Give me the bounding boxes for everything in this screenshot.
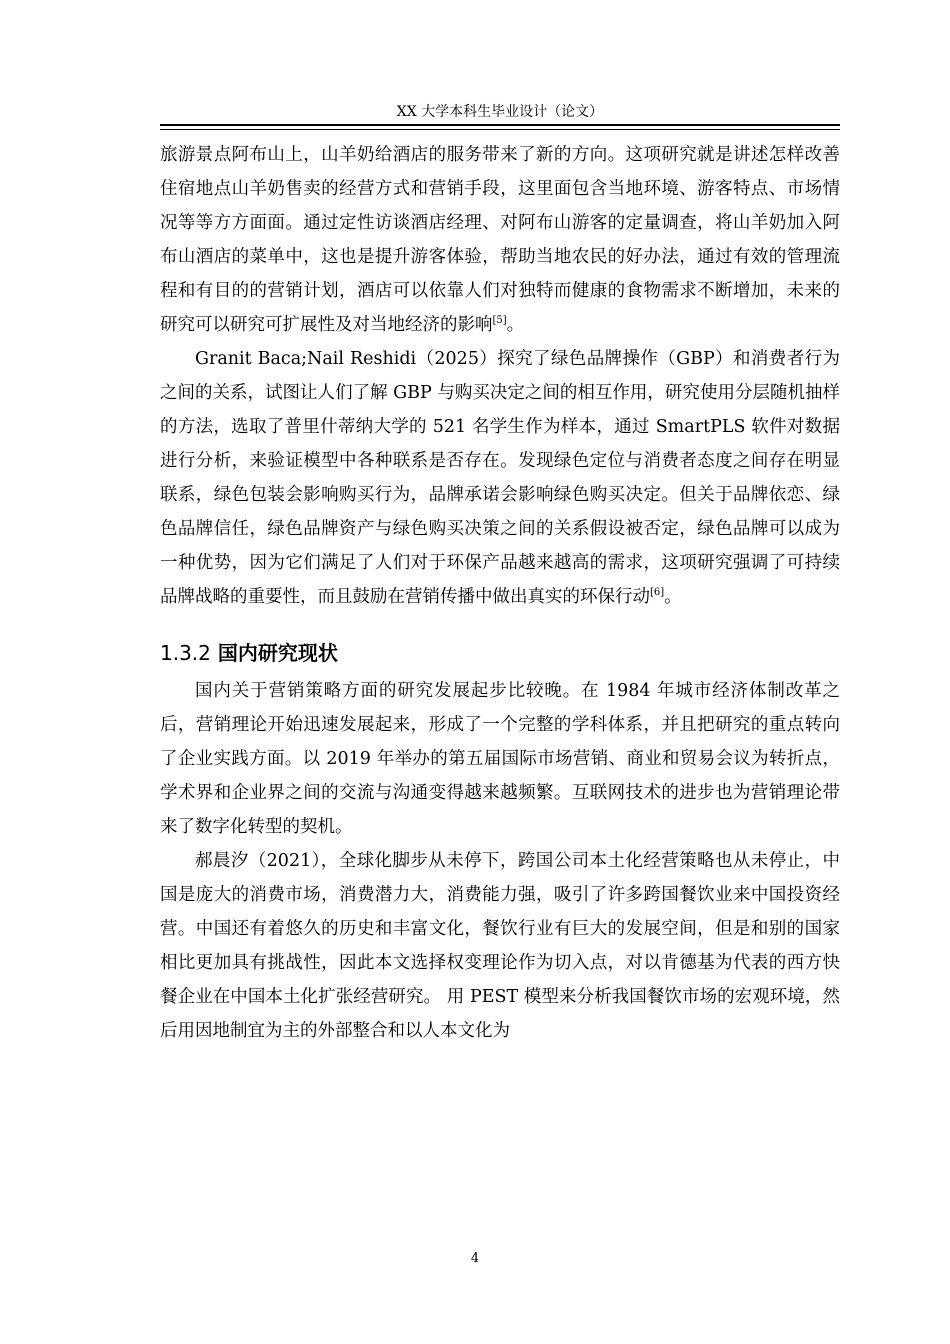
paragraph-3 [160,674,840,844]
paragraph-2 [160,342,840,614]
page-number: 4 [470,1251,480,1266]
header-rule [160,124,840,126]
running-header: XX 大学本科生毕业设计（论文） [396,104,604,120]
section-heading [160,636,840,670]
section-number: 1.3.2 [160,641,211,665]
citation-5[interactable]: [5] [492,315,507,327]
citation-6[interactable]: [6] [650,587,665,599]
paragraph-1 [160,138,840,342]
section-title: 国内研究现状 [217,641,338,665]
paragraph-1-tail: 。 [506,315,525,335]
paragraph-1-text: 旅游景点阿布山上，山羊奶给酒店的服务带来了新的方向。这项研究就是讲述怎样改善住宿地点山羊奶售卖的经营方式和营销手段，这里面包含当地环境、游客特点、市场情况等等方方面面。通过定性访谈酒店经理、对阿布山游客的定量调查，将山羊奶加入阿布山酒店的菜单中，这也是提升游客体验，帮助当地农民的好办法，通过有效的管理流程和有目的的营销计划，酒店可以依靠人们对独特而健康的食物需求不断增加，未来的研究可以研究可扩展性及对当地经济的影响 [160,145,840,335]
header-rule-thin [160,129,840,130]
paragraph-4-text: 郝晨汐（2021），全球化脚步从未停下，跨国公司本土化经营策略也从未停止，中国是庞大的消费市场，消费潜力大，消费能力强，吸引了许多跨国餐饮业来中国投资经营。中国还有着悠久的历史和丰富文化，餐饮行业有巨大的发展空间，但是和别的国家相比更加具有挑战性，因此本文选择权变理论作为切入点，对以肯德基为代表的西方快餐企业在中国本土化扩张经营研究。 用 PEST 模型来分析我国餐饮市场的宏观环境，然后用因地制宜为主的外部整合和以人本文化为 [160,851,840,1041]
paragraph-3-text: 国内关于营销策略方面的研究发展起步比较晚。在 1984 年城市经济体制改革之后，营销理论开始迅速发展起来，形成了一个完整的学科体系，并且把研究的重点转向了企业实践方面。以 2019 年举办的第五届国际市场营销、商业和贸易会议为转折点，学术界和企业界之间的交流与沟通变得越来越频繁。互联网技术的进步也为营销理论带来了数字化转型的契机。 [160,681,840,837]
paragraph-2-tail: 。 [664,587,682,607]
paragraph-2-text: Granit Baca;Nail Reshidi（2025）探究了绿色品牌操作（GBP）和消费者行为之间的关系，试图让人们了解 GBP 与购买决定之间的相互作用，研究使用分层随机抽样的方法，选取了普里什蒂纳大学的 521 名学生作为样本，通过 SmartPLS 软件对数据进行分析，来验证模型中各种联系是否存在。发现绿色定位与消费者态度之间存在明显联系，绿色包装会影响购买行为，品牌承诺会影响绿色购买决定。但关于品牌依恋、绿色品牌信任，绿色品牌资产与绿色购买决策之间的关系假设被否定，绿色品牌可以成为一种优势，因为它们满足了人们对于环保产品越来越高的需求，这项研究强调了可持续品牌战略的重要性，而且鼓励在营销传播中做出真实的环保行动 [160,349,840,607]
paragraph-4 [160,844,840,1048]
body-content [160,138,840,1048]
